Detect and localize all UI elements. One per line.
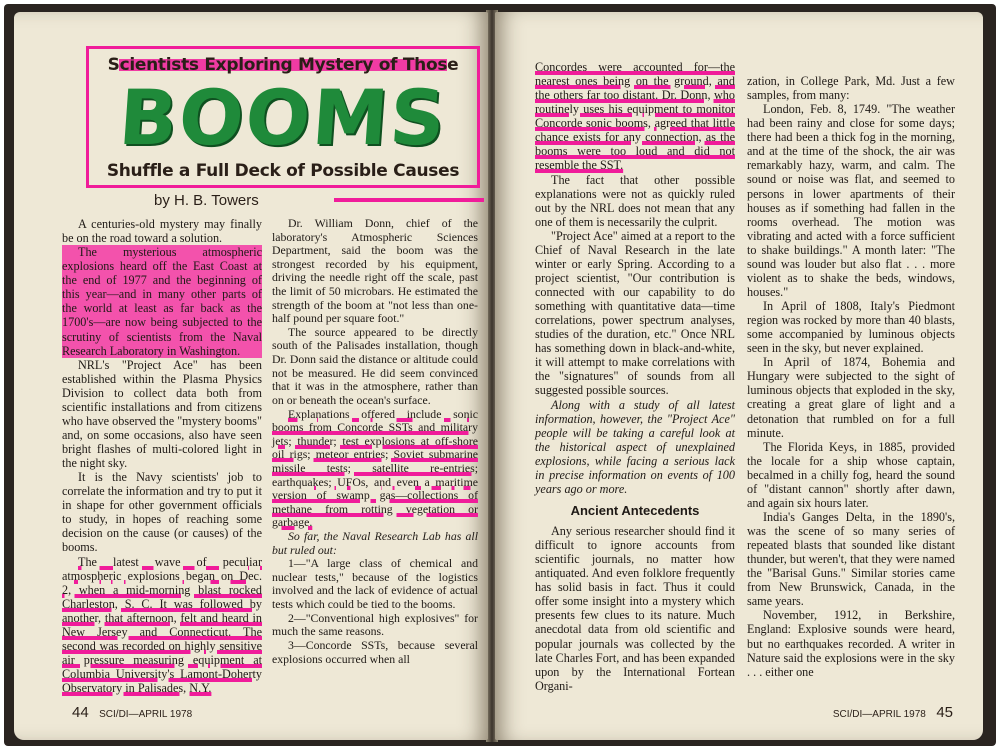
paragraph: London, Feb. 8, 1749. "The weather had been rainy and close for some days; there had been a thick fog in the morning, and at the time of the shock, the air was remarkably hazy, warm, and calm. The sound or noise was flat, and seemed to persons in lower apartments of their houses as if something had fallen in the rooms overhead. The motion was vibrating and acted with a force sufficient to shake buildings." A month later: "The sound was louder but also flat . . . more violent as to shake the beds, windows, houses." <box>747 102 955 299</box>
paragraph: In April of 1808, Italy's Piedmont region was rocked by more than 40 blasts, some accompanied by luminous objects seen in the sky, but never explained. <box>747 299 955 356</box>
byline-highlight <box>334 198 484 202</box>
paragraph: NRL's "Project Ace" has been established within the Plasma Physics Division to collect data both from scientific installations and from citizens who have observed the "mystery booms" and, on some occasions, also have seen bright flashes of multi-colored light in the night sky. <box>62 357 262 471</box>
list-item: 1—"A large class of chemical and nuclear tests," because of the logistics involved and the lack of evidence of actual tests which could be tied to the booms. <box>272 556 478 612</box>
right-page <box>495 12 983 740</box>
paragraph-highlighted: The latest wave of peculiar atmospheric explosions began on Dec. 2, when a mid-morning blast rocked Charleston, S. C. It was followed by another, that afternoon, felt and heard in New Jersey and Connecticut. The second was recorded on highly sensitive air pressure measuring equipment at Columbia University's Lamont-Doherty Observatory in Palisades, N.Y. <box>62 554 262 696</box>
paragraph: The fact that other possible explanations were not as quickly ruled out by the NRL does not mean that any one of them is necessarily the culprit. <box>535 172 735 229</box>
paragraph-highlighted: Explanations offered include sonic booms from Concorde SSTs and military jets; thunder; test explosions at off-shore oil rigs; meteor entries; Soviet submarine missile tests; satellite re-entries; earthquakes; UFOs, and even a maritime version of swamp gas—collections of methane from rotting vegetation or garbage. <box>272 406 478 530</box>
list-item: 2—"Conventional high explosives" for much the same reasons. <box>272 610 478 639</box>
paragraph: In April of 1874, Bohemia and Hungary were subjected to the sight of luminous objects that exploded in the sky, creating a great glare of light and a detonation that rumbled on for a full minute. <box>747 355 955 440</box>
paragraph: zation, in College Park, Md. Just a few samples, from many: <box>747 74 955 103</box>
left-folio <box>72 704 198 722</box>
paragraph: The source appeared to be directly south of the Palisades installation, though Dr. Donn said the distance or altitude could not be measured. He did seem convinced that it was in the atmosphere, rather than on or beneath the ocean's surface. <box>272 324 478 407</box>
list-item: 3—Concorde SSTs, because several explosions occurred when all <box>272 637 478 666</box>
paragraph: Any serious researcher should find it difficult to ignore accounts from scientific journals, no matter how antiquated. And even folklore frequently has solid basis in fact. Thus it could offer some insight into a mystery which presents few clues to its nature. Much anecdotal data from old scientific and popular journals was collected by the late Charles Fort, and has been expanded upon by the International Fortean Organi- <box>535 524 736 693</box>
left-page <box>14 12 488 740</box>
paragraph-highlighted: The mysterious atmospheric explosions heard off the East Coast at the end of 1977 and the beginning of this year—and in many other parts of the world at least as far back as the 1700's—are now being subjected to the scrutiny of scientists from the Naval Research Laboratory in Washington. <box>62 245 262 358</box>
page-number: 44 <box>72 704 89 721</box>
left-column-1 <box>62 217 262 695</box>
page-number: 45 <box>936 704 953 721</box>
paragraph: So far, the Naval Research Lab has all but ruled out: <box>272 529 478 557</box>
magazine-line: SCI/DI—APRIL 1978 <box>99 709 193 720</box>
byline: by H. B. Towers <box>154 192 259 209</box>
paragraph: "Project Ace" aimed at a report to the Chief of Naval Research in the late winter or early Spring. According to a project scientist, "Our contribution is connected with our capability to do something with quantitative data—time correlations, power spectrum analyses, studies of the duration, etc." Once NRL has something down in black-and-white, it will attempt to make correlations with the "signatures" of sounds from all suggested possible sources. <box>535 228 735 398</box>
headline: BOOMS <box>116 73 450 162</box>
kicker: Scientists Exploring Mystery of Those <box>107 55 459 75</box>
paragraph: It is the Navy scientists' job to correlate the information and try to put it in shape for other government officials to study, in hopes of reaching some decision on the cause (or causes) of the booms. <box>62 470 262 555</box>
paragraph: The Florida Keys, in 1885, provided the locale for a ship whose captain, becalmed in a chilly fog, heard the sound of "distant cannon" shortly after dawn, and again six hours later. <box>747 439 955 510</box>
right-column-1 <box>535 60 735 693</box>
left-column-2 <box>272 217 478 666</box>
title-box <box>86 46 480 188</box>
paragraph: India's Ganges Delta, in the 1890's, was the scene of so many series of repeated blasts that sounded like distant thunder, but weren't, that they were named the "Barisal Guns." Similar stories came from New Brunswick, Canada, in the same years. <box>747 509 955 609</box>
magazine-line: SCI/DI—APRIL 1978 <box>832 709 926 720</box>
paragraph: Dr. William Donn, chief of the laboratory's Atmospheric Sciences Department, said the boom was the strongest recorded by his equipment, driving the needle right off the scale, past the limit of 50 microbars. He estimated the strength of the boom at "not less than one-half pound per square foot." <box>272 216 478 326</box>
paragraph: Concordes were accounted for—the nearest ones being on the ground, and the others far too distant. Dr. Donn, who routinely uses his equipment to monitor Concorde sonic booms, agreed that little chance exists for any connection, as the booms were too loud and did not resemble the SST. <box>535 60 735 173</box>
subtitle: Shuffle a Full Deck of Possible Causes <box>106 161 460 181</box>
paragraph: A centuries-old mystery may finally be on the road toward a solution. <box>62 217 262 246</box>
paragraph: Along with a study of all latest information, however, the "Project Ace" people will be taking a careful look at the historical aspect of unexplained explosions, while facing a serious lack in precise information on events of 100 years ago or more. <box>535 397 735 496</box>
right-folio <box>827 704 953 722</box>
right-column-2 <box>747 74 955 679</box>
section-heading: Ancient Antecedents <box>570 502 700 518</box>
paragraph: November, 1912, in Berkshire, England: Explosive sounds were heard, but no earthquakes recorded. A writer in Nature said the explosions were in the sky . . . either one <box>747 608 955 679</box>
